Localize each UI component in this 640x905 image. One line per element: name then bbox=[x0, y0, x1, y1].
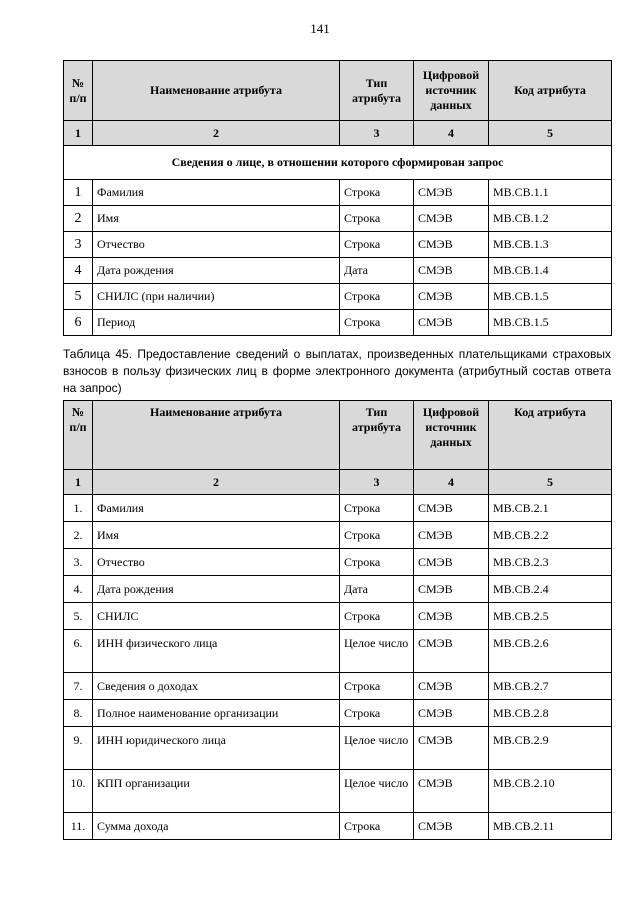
table-row bbox=[64, 673, 612, 700]
column-index: 1 bbox=[64, 470, 93, 495]
header-code: Код атрибута bbox=[489, 401, 612, 470]
attribute-name: Фамилия bbox=[93, 495, 340, 522]
attribute-type: Строка bbox=[340, 310, 414, 336]
attribute-type: Дата bbox=[340, 258, 414, 284]
row-number: 11. bbox=[64, 813, 93, 840]
column-index: 3 bbox=[340, 470, 414, 495]
table-row bbox=[64, 232, 612, 258]
attribute-name: Сведения о доходах bbox=[93, 673, 340, 700]
column-index: 2 bbox=[93, 470, 340, 495]
table-row bbox=[64, 310, 612, 336]
row-number: 3 bbox=[64, 232, 93, 258]
response-attributes-table bbox=[63, 400, 612, 840]
data-source: СМЭВ bbox=[414, 727, 489, 770]
data-source: СМЭВ bbox=[414, 576, 489, 603]
row-number: 6 bbox=[64, 310, 93, 336]
header-code: Код атрибута bbox=[489, 61, 612, 121]
data-source: СМЭВ bbox=[414, 284, 489, 310]
data-source: СМЭВ bbox=[414, 813, 489, 840]
data-source: СМЭВ bbox=[414, 258, 489, 284]
attribute-type: Целое число bbox=[340, 727, 414, 770]
attribute-name: КПП организации bbox=[93, 770, 340, 813]
header-name: Наименование атрибута bbox=[93, 61, 340, 121]
header-type: Тип атрибута bbox=[340, 401, 414, 470]
row-number: 3. bbox=[64, 549, 93, 576]
column-index: 4 bbox=[414, 470, 489, 495]
data-source: СМЭВ bbox=[414, 700, 489, 727]
attribute-code: MB.CB.1.2 bbox=[489, 206, 612, 232]
table-row bbox=[64, 770, 612, 813]
attribute-name: Период bbox=[93, 310, 340, 336]
table-row bbox=[64, 700, 612, 727]
row-number: 1 bbox=[64, 180, 93, 206]
attribute-name: Отчество bbox=[93, 549, 340, 576]
header-source: Цифровой источник данных bbox=[414, 401, 489, 470]
attribute-type: Строка bbox=[340, 603, 414, 630]
table-row bbox=[64, 549, 612, 576]
attribute-type: Строка bbox=[340, 180, 414, 206]
column-index-row bbox=[64, 470, 612, 495]
attribute-type: Строка bbox=[340, 700, 414, 727]
row-number: 7. bbox=[64, 673, 93, 700]
header-num: № п/п bbox=[64, 61, 93, 121]
table-row bbox=[64, 284, 612, 310]
row-number: 5. bbox=[64, 603, 93, 630]
row-number: 4. bbox=[64, 576, 93, 603]
data-source: СМЭВ bbox=[414, 549, 489, 576]
header-source: Цифровой источник данных bbox=[414, 61, 489, 121]
attribute-type: Целое число bbox=[340, 770, 414, 813]
attribute-name: Сумма дохода bbox=[93, 813, 340, 840]
data-source: СМЭВ bbox=[414, 770, 489, 813]
attribute-code: MB.CB.2.2 bbox=[489, 522, 612, 549]
data-source: СМЭВ bbox=[414, 495, 489, 522]
attribute-code: MB.CB.2.8 bbox=[489, 700, 612, 727]
column-index: 4 bbox=[414, 121, 489, 146]
attribute-name: СНИЛС bbox=[93, 603, 340, 630]
table-row bbox=[64, 630, 612, 673]
attribute-name: СНИЛС (при наличии) bbox=[93, 284, 340, 310]
row-number: 1. bbox=[64, 495, 93, 522]
attribute-type: Строка bbox=[340, 813, 414, 840]
attribute-name: Отчество bbox=[93, 232, 340, 258]
table-body bbox=[64, 495, 612, 840]
column-index: 1 bbox=[64, 121, 93, 146]
attribute-code: MB.CB.2.9 bbox=[489, 727, 612, 770]
attribute-code: MB.CB.1.3 bbox=[489, 232, 612, 258]
request-attributes-table bbox=[63, 60, 612, 336]
data-source: СМЭВ bbox=[414, 630, 489, 673]
table-row bbox=[64, 495, 612, 522]
attribute-code: MB.CB.1.1 bbox=[489, 180, 612, 206]
table-header-row bbox=[64, 61, 612, 121]
row-number: 6. bbox=[64, 630, 93, 673]
attribute-type: Дата bbox=[340, 576, 414, 603]
header-name: Наименование атрибута bbox=[93, 401, 340, 470]
attribute-type: Целое число bbox=[340, 630, 414, 673]
table-row bbox=[64, 206, 612, 232]
attribute-name: ИНН юридического лица bbox=[93, 727, 340, 770]
table-row bbox=[64, 180, 612, 206]
data-source: СМЭВ bbox=[414, 180, 489, 206]
table-caption: Таблица 45. Предоставление сведений о выплатах, произведенных плательщиками страховых взносов в пользу физических лиц в форме электронного документа (атрибутный состав ответа на запрос) bbox=[63, 347, 611, 395]
column-index: 5 bbox=[489, 470, 612, 495]
attribute-type: Строка bbox=[340, 673, 414, 700]
attribute-name: Полное наименование организации bbox=[93, 700, 340, 727]
attribute-code: MB.CB.2.6 bbox=[489, 630, 612, 673]
data-source: СМЭВ bbox=[414, 522, 489, 549]
table-row bbox=[64, 258, 612, 284]
attribute-type: Строка bbox=[340, 495, 414, 522]
attribute-type: Строка bbox=[340, 549, 414, 576]
attribute-code: MB.CB.2.4 bbox=[489, 576, 612, 603]
column-index: 5 bbox=[489, 121, 612, 146]
header-type: Тип атрибута bbox=[340, 61, 414, 121]
attribute-code: MB.CB.2.3 bbox=[489, 549, 612, 576]
attribute-code: MB.CB.1.5 bbox=[489, 284, 612, 310]
row-number: 2. bbox=[64, 522, 93, 549]
table-row bbox=[64, 727, 612, 770]
table-row bbox=[64, 576, 612, 603]
attribute-type: Строка bbox=[340, 232, 414, 258]
section-row bbox=[64, 146, 612, 180]
attribute-code: MB.CB.1.4 bbox=[489, 258, 612, 284]
column-index: 3 bbox=[340, 121, 414, 146]
data-source: СМЭВ bbox=[414, 206, 489, 232]
header-num: № п/п bbox=[64, 401, 93, 470]
attribute-code: MB.CB.1.5 bbox=[489, 310, 612, 336]
row-number: 10. bbox=[64, 770, 93, 813]
row-number: 4 bbox=[64, 258, 93, 284]
attribute-code: MB.CB.2.1 bbox=[489, 495, 612, 522]
column-index: 2 bbox=[93, 121, 340, 146]
attribute-name: Фамилия bbox=[93, 180, 340, 206]
section-title: Сведения о лице, в отношении которого сформирован запрос bbox=[64, 146, 612, 180]
row-number: 9. bbox=[64, 727, 93, 770]
attribute-name: Имя bbox=[93, 206, 340, 232]
attribute-code: MB.CB.2.11 bbox=[489, 813, 612, 840]
attribute-type: Строка bbox=[340, 522, 414, 549]
attribute-type: Строка bbox=[340, 206, 414, 232]
attribute-code: MB.CB.2.5 bbox=[489, 603, 612, 630]
row-number: 8. bbox=[64, 700, 93, 727]
table-header-row bbox=[64, 401, 612, 470]
attribute-code: MB.CB.2.7 bbox=[489, 673, 612, 700]
data-source: СМЭВ bbox=[414, 603, 489, 630]
data-source: СМЭВ bbox=[414, 673, 489, 700]
attribute-name: ИНН физического лица bbox=[93, 630, 340, 673]
table-body bbox=[64, 180, 612, 336]
attribute-name: Дата рождения bbox=[93, 258, 340, 284]
attribute-type: Строка bbox=[340, 284, 414, 310]
data-source: СМЭВ bbox=[414, 310, 489, 336]
attribute-name: Дата рождения bbox=[93, 576, 340, 603]
data-source: СМЭВ bbox=[414, 232, 489, 258]
attribute-code: MB.CB.2.10 bbox=[489, 770, 612, 813]
table-row bbox=[64, 522, 612, 549]
table-row bbox=[64, 603, 612, 630]
page-number: 141 bbox=[310, 21, 330, 36]
column-index-row bbox=[64, 121, 612, 146]
attribute-name: Имя bbox=[93, 522, 340, 549]
row-number: 2 bbox=[64, 206, 93, 232]
table-row bbox=[64, 813, 612, 840]
row-number: 5 bbox=[64, 284, 93, 310]
